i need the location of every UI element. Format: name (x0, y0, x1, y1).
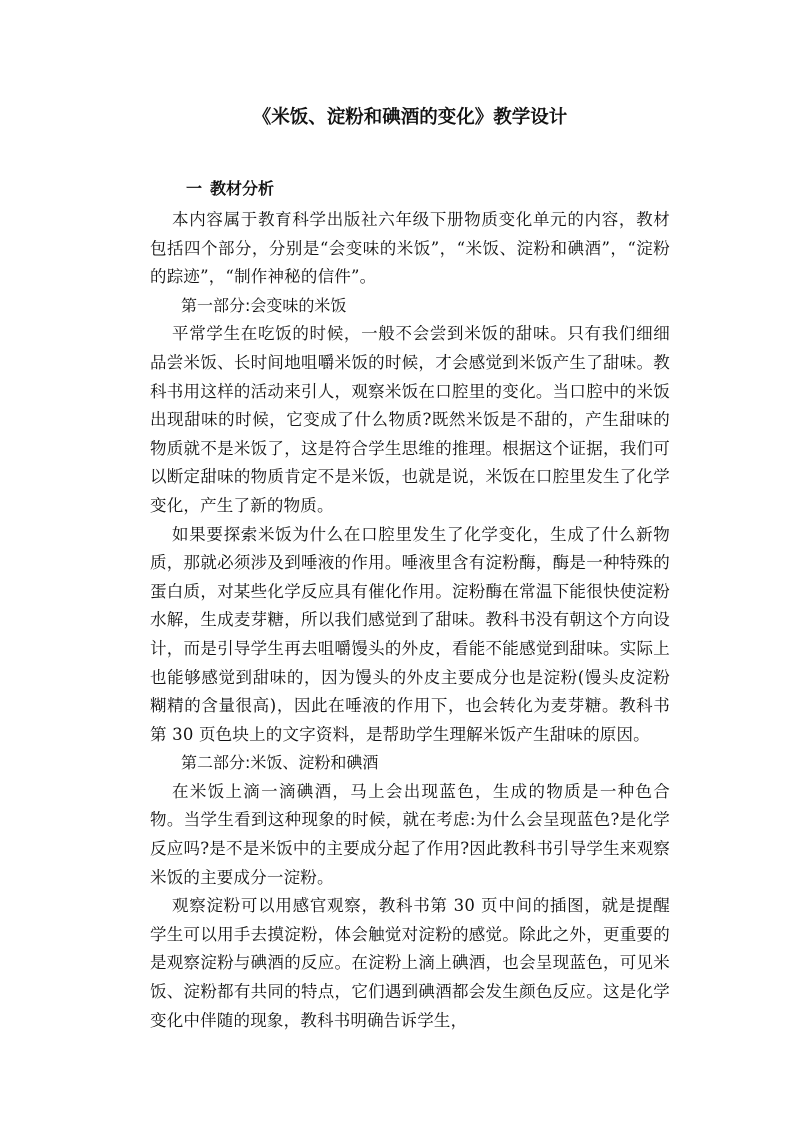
part1-paragraph-2: 如果要探索米饭为什么在口腔里发生了化学变化，生成了什么新物质，那就必须涉及到唾液的作用。唾液里含有淀粉酶，酶是一种特殊的蛋白质，对某些化学反应具有催化作用。淀粉酶在常温下能很快使淀粉水解，生成麦芽糖，所以我们感觉到了甜味。教科书没有朝这个方向设计，而是引导学生再去咀嚼馒头的外皮，看能不能感觉到甜味。实际上也能够感觉到甜味的，因为馒头的外皮主要成分也是淀粉(馒头皮淀粉糊精的含量很高)，因此在唾液的作用下，也会转化为麦芽糖。教科书第 30 页色块上的文字资料，是帮助学生理解米饭产生甜味的原因。 (150, 524, 670, 744)
section-heading-text: 教材分析 (210, 179, 275, 198)
part2-paragraph-1: 在米饭上滴一滴碘酒，马上会出现蓝色，生成的物质是一种色合物。当学生看到这种现象的时候，就在考虑:为什么会呈现蓝色?是化学反应吗?是不是米饭中的主要成分起了作用?因此教科书引导学生来观察米饭的主要成分一淀粉。 (150, 781, 670, 887)
section-number: 一 (186, 179, 203, 198)
part2-paragraph-2: 观察淀粉可以用感官观察，教科书第 30 页中间的插图，就是提醒学生可以用手去摸淀粉，体会触觉对淀粉的感觉。除此之外，更重要的是观察淀粉与碘酒的反应。在淀粉上滴上碘酒，也会呈现蓝色，可见米饭、淀粉都有共同的特点，它们遇到碘酒都会发生颜色反应。这是化学变化中伴随的现象，教科书明确告诉学生， (150, 896, 670, 1030)
part1-heading: 第一部分:会变味的米饭 (181, 295, 347, 315)
section-heading (150, 172, 670, 206)
intro-paragraph: 本内容属于教育科学出版社六年级下册物质变化单元的内容，教材包括四个部分，分别是“会变味的米饭”，“米饭、淀粉和碘酒”，“淀粉的踪迹”，“制作神秘的信件”。 (150, 210, 670, 287)
document-title: 《米饭、淀粉和碘酒的变化》教学设计 (252, 107, 568, 128)
part1-paragraph-1: 平常学生在吃饭的时候，一般不会尝到米饭的甜味。只有我们细细品尝米饭、长时间地咀嚼米饭的时候，才会感觉到米饭产生了甜味。教科书用这样的活动来引人，观察米饭在口腔里的变化。当口腔中的米饭出现甜味的时候，它变成了什么物质?既然米饭是不甜的，产生甜味的物质就不是米饭了，这是符合学生思维的推理。根据这个证据，我们可以断定甜味的物质肯定不是米饭，也就是说，米饭在口腔里发生了化学变化，产生了新的物质。 (150, 324, 670, 515)
part2-heading: 第二部分:米饭、淀粉和碘酒 (181, 753, 379, 773)
